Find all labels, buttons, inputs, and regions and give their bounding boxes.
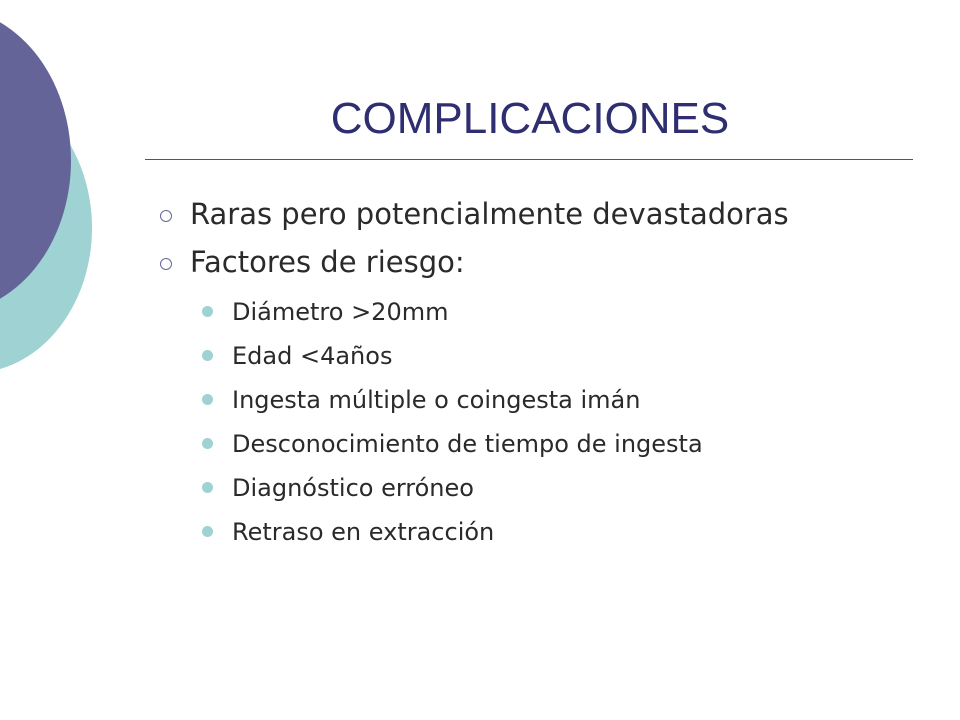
slide-title: COMPLICACIONES [330, 94, 730, 143]
bullet-item [160, 196, 920, 232]
sub-bullet-item [202, 422, 920, 466]
sub-bullet-text: Retraso en extracción [232, 518, 495, 546]
sub-bullet-item [202, 466, 920, 510]
sub-bullet-item [202, 510, 920, 554]
sub-bullet-item [202, 334, 920, 378]
sub-bullet-text: Desconocimiento de tiempo de ingesta [232, 430, 703, 458]
filled-dot-bullet-icon [202, 526, 213, 537]
filled-dot-bullet-icon [202, 438, 213, 449]
filled-dot-bullet-icon [202, 482, 213, 493]
sub-bullet-item [202, 378, 920, 422]
bullet-text: Raras pero potencialmente devastadoras [190, 197, 789, 231]
filled-dot-bullet-icon [202, 350, 213, 361]
sub-bullet-text: Diámetro >20mm [232, 298, 449, 326]
filled-dot-bullet-icon [202, 394, 213, 405]
sub-bullet-text: Edad <4años [232, 342, 393, 370]
hollow-circle-bullet-icon [160, 210, 172, 222]
risk-factor-list [160, 290, 920, 554]
slide-body [160, 196, 920, 554]
sub-bullet-item [202, 290, 920, 334]
title-divider [145, 159, 913, 160]
sub-bullet-text: Diagnóstico erróneo [232, 474, 474, 502]
sub-bullet-text: Ingesta múltiple o coingesta imán [232, 386, 641, 414]
filled-dot-bullet-icon [202, 306, 213, 317]
bullet-item [160, 244, 920, 280]
hollow-circle-bullet-icon [160, 258, 172, 270]
bullet-text: Factores de riesgo: [190, 245, 465, 279]
